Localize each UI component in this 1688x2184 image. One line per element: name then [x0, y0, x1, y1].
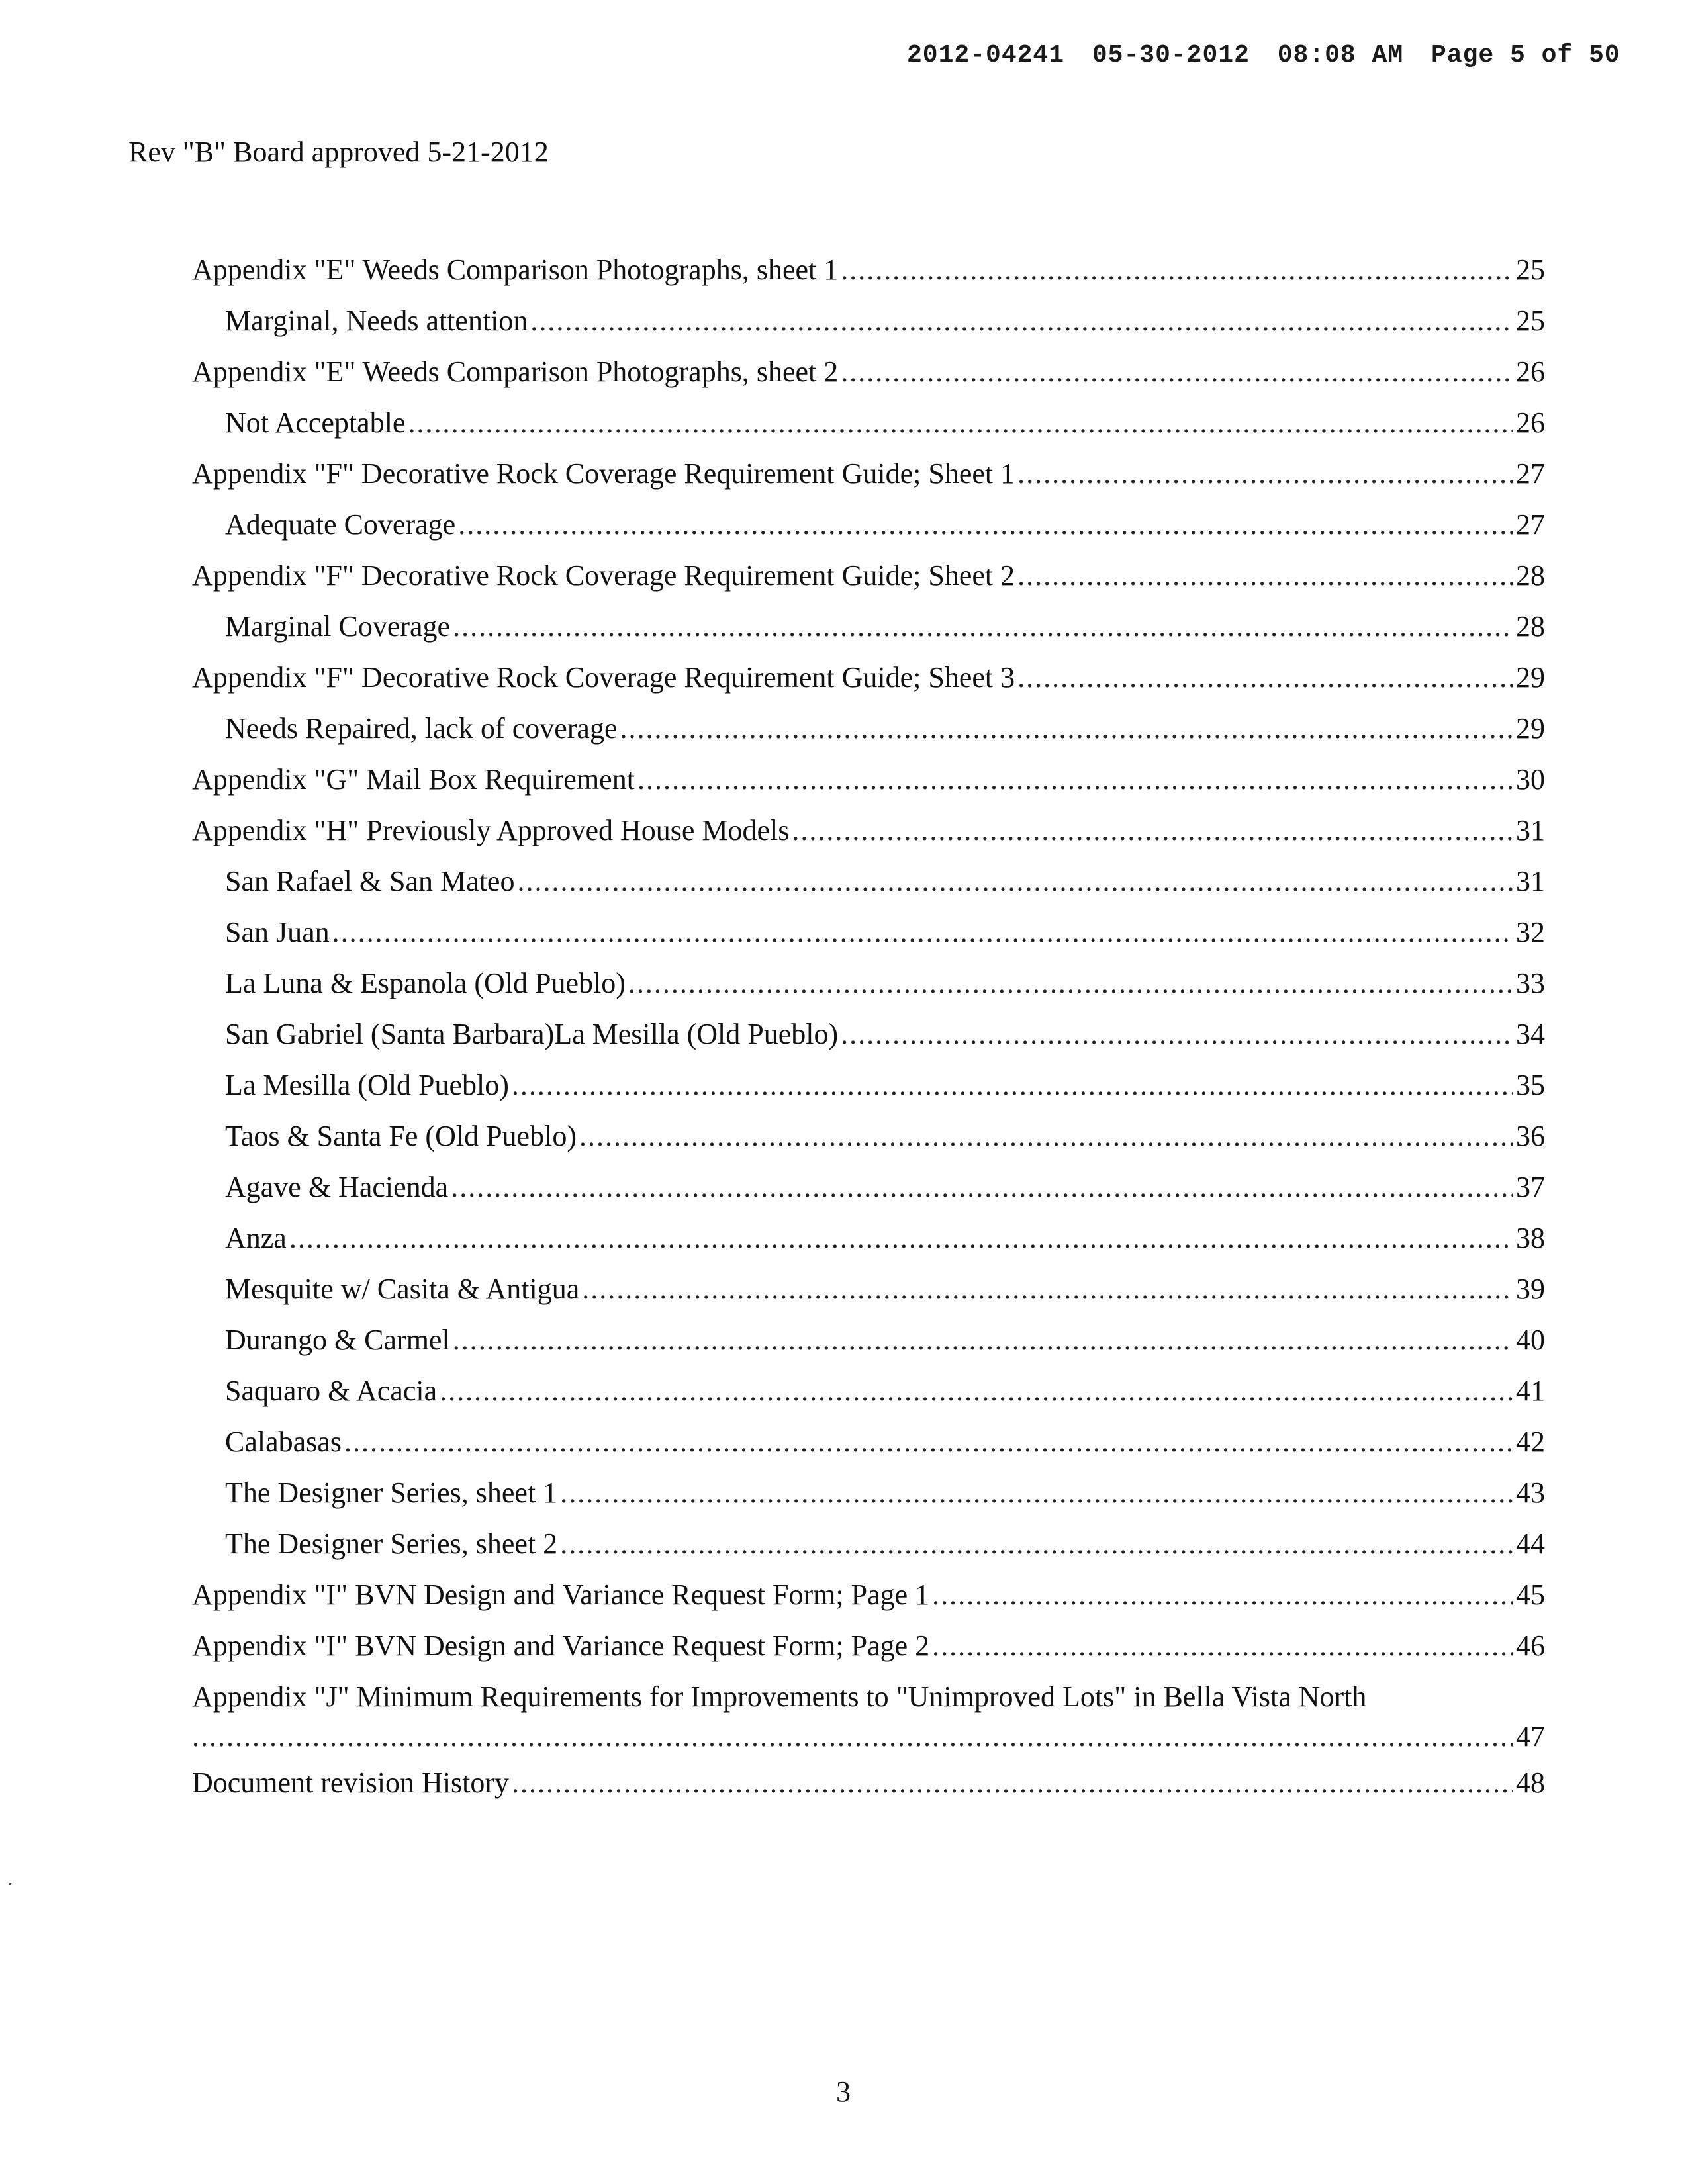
toc-entry-page: 35: [1516, 1069, 1545, 1101]
fax-page-info: Page 5 of 50: [1430, 41, 1620, 69]
toc-entry-label: Appendix "E" Weeds Comparison Photographs, sheet 2: [192, 355, 839, 388]
toc-entry-label: Appendix "H" Previously Approved House Models: [192, 814, 790, 846]
toc-entry-label: La Mesilla (Old Pueblo): [225, 1069, 509, 1101]
toc-entry: [192, 711, 1545, 762]
dot-leader: [792, 813, 1513, 847]
toc-entry-label: San Rafael & San Mateo: [225, 865, 515, 897]
toc-entry-page: 36: [1516, 1120, 1545, 1152]
toc-entry: [192, 915, 1545, 966]
toc-entry: [192, 304, 1545, 355]
toc-entry: [192, 813, 1545, 864]
dot-leader: [453, 1323, 1513, 1357]
scan-speck: [9, 1883, 11, 1885]
toc-entry-page: 38: [1516, 1222, 1545, 1254]
dot-leader: [841, 355, 1513, 388]
toc-entry-label: San Juan: [225, 916, 330, 948]
toc-entry: [192, 1068, 1545, 1119]
dot-leader: [451, 1170, 1513, 1204]
toc-entry: [192, 660, 1545, 711]
toc-entry-page: 45: [1516, 1578, 1545, 1611]
toc-entry-label: Saquaro & Acacia: [225, 1375, 438, 1407]
dot-leader: [628, 966, 1513, 1000]
toc-entry-label: Appendix "G" Mail Box Requirement: [192, 763, 635, 796]
dot-leader: [579, 1119, 1513, 1153]
toc-entry: [192, 253, 1545, 304]
toc-entry: [192, 1017, 1545, 1068]
dot-leader: [1017, 559, 1513, 592]
toc-entry: [192, 559, 1545, 610]
toc-entry: [192, 966, 1545, 1017]
toc-entry: [192, 1527, 1545, 1578]
toc-entry-page: 27: [1516, 508, 1545, 541]
toc-entry-label: Taos & Santa Fe (Old Pueblo): [225, 1120, 577, 1152]
toc-entry-label: Appendix "F" Decorative Rock Coverage Requirement Guide; Sheet 1: [192, 457, 1015, 490]
dot-leader: [192, 1719, 1513, 1753]
toc-entry-label: Appendix "I" BVN Design and Variance Request Form; Page 2: [192, 1629, 930, 1662]
toc-entry-page: 44: [1516, 1527, 1545, 1560]
toc-entry-page: 30: [1516, 763, 1545, 796]
toc-entry-continuation: [192, 1719, 1545, 1753]
toc-entry-label: La Luna & Espanola (Old Pueblo): [225, 967, 626, 999]
toc-entry: [192, 1221, 1545, 1272]
dot-leader: [841, 253, 1513, 287]
toc-entry: [192, 1476, 1545, 1527]
table-of-contents: [192, 253, 1545, 1817]
toc-entry-page: 48: [1516, 1766, 1545, 1799]
toc-entry: [192, 1578, 1545, 1629]
toc-entry: [192, 1119, 1545, 1170]
toc-entry-label: Durango & Carmel: [225, 1324, 450, 1356]
toc-entry-label: The Designer Series, sheet 2: [225, 1527, 558, 1560]
toc-entry-page: 40: [1516, 1324, 1545, 1356]
dot-leader: [1017, 457, 1513, 490]
toc-entry-label: Appendix "E" Weeds Comparison Photographs, sheet 1: [192, 253, 839, 286]
toc-entry-label: Mesquite w/ Casita & Antigua: [225, 1273, 580, 1305]
toc-entry-page: 26: [1516, 406, 1545, 439]
dot-leader: [512, 1766, 1513, 1799]
toc-entry-label: Appendix "F" Decorative Rock Coverage Requirement Guide; Sheet 3: [192, 661, 1015, 694]
toc-entry: [192, 1323, 1545, 1374]
toc-entry-label: Marginal Coverage: [225, 610, 451, 643]
toc-entry-page: 43: [1516, 1477, 1545, 1509]
toc-entry: [192, 508, 1545, 559]
dot-leader: [530, 304, 1513, 338]
toc-entry-page: 34: [1516, 1018, 1545, 1050]
toc-entry-label: Anza: [225, 1222, 287, 1254]
dot-leader: [408, 406, 1513, 439]
toc-entry: [192, 1272, 1545, 1323]
dot-leader: [620, 711, 1513, 745]
toc-entry-label: Appendix "I" BVN Design and Variance Request Form; Page 1: [192, 1578, 930, 1611]
toc-entry-page: 33: [1516, 967, 1545, 999]
toc-entry: [192, 406, 1545, 457]
toc-entry-label: Needs Repaired, lack of coverage: [225, 712, 618, 745]
toc-entry-label: The Designer Series, sheet 1: [225, 1477, 558, 1509]
toc-entry: [192, 762, 1545, 813]
toc-entry-page: 29: [1516, 712, 1545, 745]
fax-doc-number: 2012-04241: [907, 41, 1065, 69]
toc-entry-page: 32: [1516, 916, 1545, 948]
toc-entry-label: Marginal, Needs attention: [225, 304, 528, 337]
dot-leader: [560, 1476, 1513, 1510]
toc-entry-page: 28: [1516, 610, 1545, 643]
revision-note: Rev "B" Board approved 5-21-2012: [128, 136, 549, 168]
toc-entry: [192, 355, 1545, 406]
dot-leader: [932, 1578, 1513, 1612]
toc-entry-page: 25: [1516, 253, 1545, 286]
toc-entry: [192, 610, 1545, 660]
toc-entry: [192, 1629, 1545, 1680]
toc-entry-page: 31: [1516, 814, 1545, 846]
dot-leader: [932, 1629, 1513, 1662]
toc-entry: [192, 1680, 1545, 1766]
toc-entry-page: 39: [1516, 1273, 1545, 1305]
dot-leader: [512, 1068, 1513, 1102]
toc-entry-label: Appendix "F" Decorative Rock Coverage Requirement Guide; Sheet 2: [192, 559, 1015, 592]
toc-entry-page: 42: [1516, 1426, 1545, 1458]
toc-entry-page: 47: [1516, 1720, 1545, 1752]
toc-entry-page: 41: [1516, 1375, 1545, 1407]
dot-leader: [440, 1374, 1513, 1408]
toc-entry: [192, 1170, 1545, 1221]
dot-leader: [560, 1527, 1513, 1561]
toc-entry: [192, 1425, 1545, 1476]
fax-header: [907, 41, 1620, 69]
toc-entry-page: 37: [1516, 1171, 1545, 1203]
dot-leader: [458, 508, 1513, 541]
toc-entry-page: 46: [1516, 1629, 1545, 1662]
toc-entry-label: Not Acceptable: [225, 406, 406, 439]
toc-entry-page: 31: [1516, 865, 1545, 897]
fax-date: 05-30-2012: [1092, 41, 1250, 69]
toc-entry-label: Calabasas: [225, 1426, 342, 1458]
dot-leader: [517, 864, 1513, 898]
toc-entry-page: 27: [1516, 457, 1545, 490]
toc-entry-page: 26: [1516, 355, 1545, 388]
dot-leader: [1017, 660, 1513, 694]
toc-entry: [192, 1766, 1545, 1817]
dot-leader: [289, 1221, 1513, 1255]
toc-entry-page: 29: [1516, 661, 1545, 694]
dot-leader: [344, 1425, 1513, 1459]
toc-entry-page: 25: [1516, 304, 1545, 337]
toc-entry-label: San Gabriel (Santa Barbara)La Mesilla (Old Pueblo): [225, 1018, 839, 1050]
toc-entry: [192, 864, 1545, 915]
dot-leader: [453, 610, 1513, 643]
dot-leader: [332, 915, 1513, 949]
dot-leader: [841, 1017, 1513, 1051]
page-number: 3: [836, 2075, 851, 2108]
dot-leader: [637, 762, 1513, 796]
toc-entry-label: Adequate Coverage: [225, 508, 456, 541]
toc-entry: [192, 457, 1545, 508]
toc-entry-label: Agave & Hacienda: [225, 1171, 449, 1203]
fax-time: 08:08 AM: [1277, 41, 1404, 69]
toc-entry-label: Appendix "J" Minimum Requirements for Improvements to "Unimproved Lots" in Bella Vista North: [192, 1680, 1367, 1713]
dot-leader: [582, 1272, 1513, 1306]
toc-entry: [192, 1374, 1545, 1425]
toc-entry-label: Document revision History: [192, 1766, 510, 1799]
toc-entry-page: 28: [1516, 559, 1545, 592]
